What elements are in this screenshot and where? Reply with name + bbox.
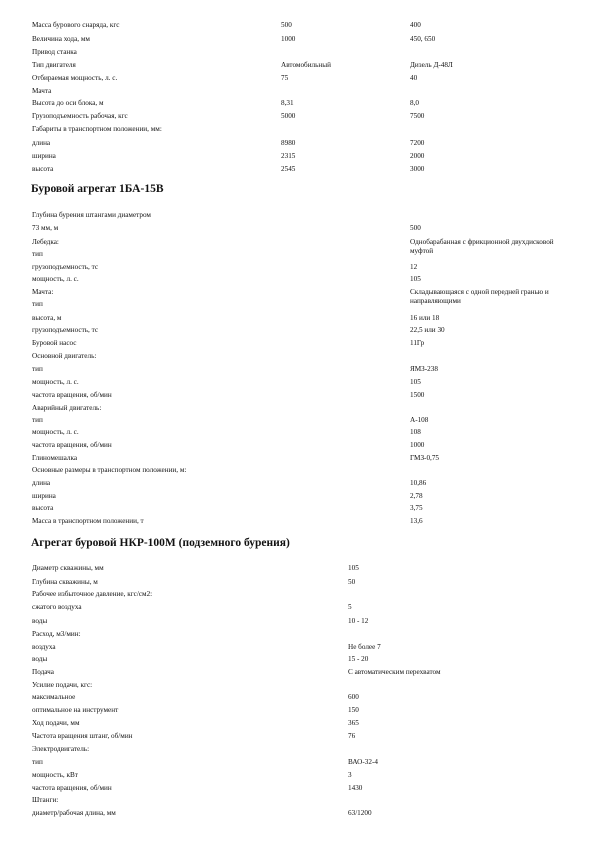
spec-row xyxy=(32,428,572,440)
spec-label: Лебедка: xyxy=(32,238,59,246)
spec-value: 1000 xyxy=(410,441,425,449)
spec-label: воды xyxy=(32,655,48,663)
spec-value: 1430 xyxy=(348,784,363,792)
spec-value: А-108 xyxy=(410,416,429,424)
spec-value: 3,75 xyxy=(410,504,423,512)
spec-label: Масса в транспортном положении, т xyxy=(32,517,144,525)
spec-row xyxy=(32,479,572,491)
spec-value-col2: 3000 xyxy=(410,165,425,173)
spec-row xyxy=(32,603,572,615)
spec-value: ВАО-32-4 xyxy=(348,758,378,766)
spec-label: Масса бурового снаряда, кгс xyxy=(32,21,120,29)
spec-row xyxy=(32,152,572,164)
spec-value-col2: 7200 xyxy=(410,139,425,147)
spec-value: 3 xyxy=(348,771,352,779)
spec-value: 16 или 18 xyxy=(410,314,440,322)
spec-value-col1: 1000 xyxy=(281,35,296,43)
spec-row xyxy=(32,48,572,60)
spec-value-col1: 8980 xyxy=(281,139,296,147)
spec-value: ГМЗ-0,75 xyxy=(410,454,440,462)
spec-row xyxy=(32,250,572,262)
spec-label: тип xyxy=(32,416,43,424)
spec-label: Мачта xyxy=(32,87,52,95)
spec-row xyxy=(32,617,572,629)
spec-row xyxy=(32,745,572,757)
spec-value-col2: 8,0 xyxy=(410,99,419,107)
spec-label: Аварийный двигатель: xyxy=(32,404,102,412)
spec-value-col1: 500 xyxy=(281,21,292,29)
spec-label: тип xyxy=(32,758,43,766)
spec-row xyxy=(32,564,572,576)
spec-row xyxy=(32,165,572,177)
spec-label: Электродвигатель: xyxy=(32,745,90,753)
spec-value: 600 xyxy=(348,693,359,701)
spec-row xyxy=(32,809,572,821)
spec-value-col1: 2315 xyxy=(281,152,296,160)
spec-value: 500 xyxy=(410,224,421,232)
spec-row xyxy=(32,630,572,642)
spec-row xyxy=(32,74,572,86)
section-heading-1ba-15v: Буровой агрегат 1БА-15В xyxy=(31,183,164,195)
spec-value-col1: Автомобильный xyxy=(281,61,331,69)
spec-value: 11Гр xyxy=(410,339,425,347)
spec-row xyxy=(32,668,572,680)
spec-row xyxy=(32,758,572,770)
spec-label: частота вращения, об/мин xyxy=(32,784,112,792)
spec-value: Не более 7 xyxy=(348,643,381,651)
spec-value: 150 xyxy=(348,706,359,714)
spec-row xyxy=(32,706,572,718)
spec-row xyxy=(32,378,572,390)
spec-value: 15 - 20 xyxy=(348,655,369,663)
spec-label: Привод станка xyxy=(32,48,77,56)
section-heading-nkr-100m: Агрегат буровой НКР-100М (подземного бурения) xyxy=(31,537,290,549)
spec-row xyxy=(32,365,572,377)
spec-label: частота вращения, об/мин xyxy=(32,391,112,399)
spec-value: 22,5 или 30 xyxy=(410,326,445,334)
spec-label: частота вращения, об/мин xyxy=(32,441,112,449)
spec-value: 50 xyxy=(348,578,356,586)
spec-label: высота xyxy=(32,165,54,173)
spec-value: 76 xyxy=(348,732,356,740)
spec-row xyxy=(32,466,572,478)
spec-label: ширина xyxy=(32,492,56,500)
spec-value: 105 xyxy=(410,378,421,386)
spec-row xyxy=(32,339,572,351)
spec-label: максимальное xyxy=(32,693,76,701)
spec-row xyxy=(32,504,572,516)
spec-value: 1500 xyxy=(410,391,425,399)
spec-row xyxy=(32,326,572,338)
spec-label: Габариты в транспортном положении, мм: xyxy=(32,125,162,133)
spec-row xyxy=(32,590,572,602)
spec-label: Глубина скважины, м xyxy=(32,578,98,586)
spec-value-col1: 2545 xyxy=(281,165,296,173)
spec-row xyxy=(32,125,572,137)
spec-value-col2: 2000 xyxy=(410,152,425,160)
spec-value: 10,86 xyxy=(410,479,427,487)
spec-label: мощность, л. с. xyxy=(32,428,79,436)
spec-label: Глубина бурения штангами диаметром xyxy=(32,211,151,219)
spec-row xyxy=(32,352,572,364)
spec-value: С автоматическим перехватом xyxy=(348,668,441,676)
spec-value: ЯМЗ-238 xyxy=(410,365,438,373)
spec-label: Отбираемая мощность, л. с. xyxy=(32,74,118,82)
spec-label: Основные размеры в транспортном положении, м: xyxy=(32,466,187,474)
spec-value: 5 xyxy=(348,603,352,611)
spec-row xyxy=(32,492,572,504)
spec-value-col2: Дизель Д-48Л xyxy=(410,61,453,69)
spec-row xyxy=(32,441,572,453)
spec-label: тип xyxy=(32,250,43,258)
spec-row xyxy=(32,416,572,428)
spec-row xyxy=(32,681,572,693)
spec-label: Глиномешалка xyxy=(32,454,78,462)
spec-label: Величина хода, мм xyxy=(32,35,90,43)
spec-label: 73 мм, м xyxy=(32,224,59,232)
spec-label: Грузоподъемность рабочая, кгс xyxy=(32,112,128,120)
spec-row xyxy=(32,99,572,111)
spec-row xyxy=(32,796,572,808)
spec-label: длина xyxy=(32,479,51,487)
spec-row xyxy=(32,454,572,466)
spec-label: Частота вращения штанг, об/мин xyxy=(32,732,133,740)
spec-label: Высота до оси блока, м xyxy=(32,99,104,107)
spec-row xyxy=(32,314,572,326)
spec-row xyxy=(32,771,572,783)
spec-label: Подача xyxy=(32,668,54,676)
spec-row xyxy=(32,578,572,590)
spec-label: сжатого воздуха xyxy=(32,603,82,611)
spec-label: Тип двигателя xyxy=(32,61,76,69)
spec-label: мощность, кВт xyxy=(32,771,78,779)
spec-value: 13,6 xyxy=(410,517,423,525)
spec-label: тип xyxy=(32,365,43,373)
spec-label: мощность, л. с. xyxy=(32,378,79,386)
spec-value: 108 xyxy=(410,428,421,436)
spec-row xyxy=(32,21,572,33)
spec-label: Мачта: xyxy=(32,288,54,296)
spec-value: Однобарабанная с фрикционной двухдисковой муфтой xyxy=(410,238,554,255)
spec-label: воздуха xyxy=(32,643,56,651)
spec-label: грузоподъемность, тс xyxy=(32,263,99,271)
spec-value: 12 xyxy=(410,263,418,271)
spec-value-col1: 5000 xyxy=(281,112,296,120)
spec-row xyxy=(32,300,572,312)
spec-row xyxy=(32,719,572,731)
spec-label: Рабочее избыточное давление, кгс/см2: xyxy=(32,590,153,598)
spec-value: 105 xyxy=(348,564,359,572)
spec-row xyxy=(32,112,572,124)
spec-row xyxy=(32,643,572,655)
spec-row xyxy=(32,35,572,47)
spec-label: грузоподъемность, тс xyxy=(32,326,99,334)
spec-label: Расход, м3/мин: xyxy=(32,630,81,638)
spec-label: ширина xyxy=(32,152,56,160)
spec-value: 2,78 xyxy=(410,492,423,500)
spec-row xyxy=(32,61,572,73)
spec-value-col2: 450, 650 xyxy=(410,35,436,43)
spec-row xyxy=(32,693,572,705)
spec-label: Ход подачи, мм xyxy=(32,719,80,727)
spec-value: 63/1200 xyxy=(348,809,372,817)
spec-value: Складывающаяся с одной передней гранью и направляющими xyxy=(410,288,549,305)
spec-row xyxy=(32,224,572,236)
spec-label: оптимальное на инструмент xyxy=(32,706,119,714)
spec-row xyxy=(32,211,572,223)
spec-row xyxy=(32,784,572,796)
spec-label: высота xyxy=(32,504,54,512)
spec-row xyxy=(32,404,572,416)
spec-value-col2: 40 xyxy=(410,74,418,82)
spec-row xyxy=(32,732,572,744)
spec-value-col1: 8,31 xyxy=(281,99,294,107)
spec-value: 10 - 12 xyxy=(348,617,369,625)
spec-row xyxy=(32,87,572,99)
spec-value-col2: 7500 xyxy=(410,112,425,120)
spec-label: высота, м xyxy=(32,314,62,322)
spec-value: 105 xyxy=(410,275,421,283)
spec-row xyxy=(32,275,572,287)
spec-label: Диаметр скважины, мм xyxy=(32,564,104,572)
spec-label: диаметр/рабочая длина, мм xyxy=(32,809,116,817)
spec-label: Основной двигатель: xyxy=(32,352,97,360)
spec-value-col1: 75 xyxy=(281,74,289,82)
spec-row xyxy=(32,139,572,151)
spec-label: тип xyxy=(32,300,43,308)
spec-label: длина xyxy=(32,139,51,147)
spec-label: Штанги: xyxy=(32,796,59,804)
spec-value: 365 xyxy=(348,719,359,727)
spec-label: Усилие подачи, кгс: xyxy=(32,681,93,689)
spec-value-col2: 400 xyxy=(410,21,421,29)
spec-label: воды xyxy=(32,617,48,625)
spec-row xyxy=(32,391,572,403)
spec-row xyxy=(32,517,572,529)
spec-label: Буровой насос xyxy=(32,339,77,347)
spec-row xyxy=(32,655,572,667)
spec-row xyxy=(32,263,572,275)
spec-label: мощность, л. с. xyxy=(32,275,79,283)
